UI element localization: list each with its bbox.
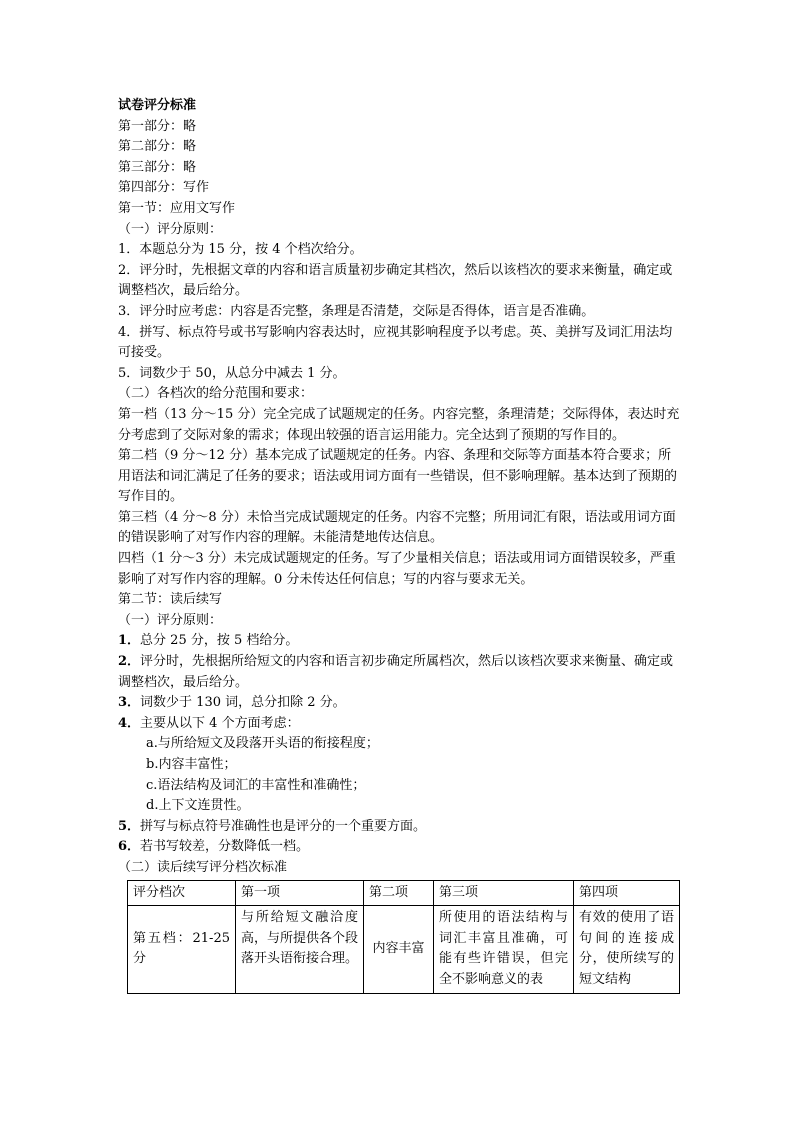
rule-number: 6．: [118, 839, 141, 855]
level-description: 四档（1 分～3 分）未完成试题规定的任务。写了少量相关信息；语法或用词方面错误较多，严重影响了对写作内容的理解。0 分未传达任何信息；写的内容与要求无关。: [118, 551, 676, 587]
rule-item: [118, 631, 683, 652]
rule-item: [118, 693, 683, 714]
table-header-cell: 第二项: [364, 880, 434, 906]
table-header-cell: 第一项: [236, 880, 364, 906]
section-two-title: 第二节：读后续写: [118, 592, 223, 608]
scoring-table: [127, 880, 680, 994]
section-two-principles-title: （一）评分原则：: [118, 612, 223, 628]
table-cell: 第五档：21-25 分: [128, 906, 236, 993]
sub-item: a.与所给短文及段落开头语的衔接程度；: [146, 736, 379, 752]
table-cell: 与所给短文融洽度高，与所提供各个段落开头语衔接合理。: [236, 906, 364, 993]
principle-item: 5．词数少于 50，从总分中减去 1 分。: [118, 365, 346, 381]
part-one: 第一部分：略: [118, 118, 197, 134]
part-four: 第四部分：写作: [118, 180, 210, 196]
level-description: 第一档（13 分～15 分）完全完成了试题规定的任务。内容完整，条理清楚；交际得体，表达时充分考虑到了交际对象的需求；体现出较强的语言运用能力。完全达到了预期的写作目的。: [118, 406, 680, 443]
table-cell: 内容丰富: [364, 906, 434, 993]
rule-text: 拼写与标点符号准确性也是评分的一个重要方面。: [140, 818, 427, 834]
table-header-row: [128, 880, 680, 906]
rule-item: [118, 714, 683, 735]
sub-item: c.语法结构及词汇的丰富性和准确性；: [146, 777, 366, 793]
table-row: [128, 906, 680, 993]
table-cell: 所使用的语法结构与词汇丰富且准确，可能有些许错误，但完全不影响意义的表: [434, 906, 574, 993]
rule-text: 主要从以下 4 个方面考虑：: [140, 715, 300, 731]
sub-item: d.上下文连贯性。: [146, 798, 250, 814]
section-one-principles-title: （一）评分原则：: [118, 221, 223, 237]
table-header-cell: 第四项: [574, 880, 680, 906]
level-description: 第三档（4 分～8 分）未恰当完成试题规定的任务。内容不完整；所用词汇有限，语法或用词方面的错误影响了对写作内容的理解。未能清楚地传达信息。: [118, 509, 676, 546]
table-header-cell: 第三项: [434, 880, 574, 906]
part-two: 第二部分：略: [118, 139, 197, 155]
level-description: 第二档（9 分～12 分）基本完成了试题规定的任务。内容、条理和交际等方面基本符合要求；所用语法和词汇满足了任务的要求；语法或用词方面有一些错误，但不影响理解。基本达到了预期的写作目的。: [118, 448, 678, 505]
rule-text: 词数少于 130 词，总分扣除 2 分。: [140, 695, 346, 711]
table-title: （二）读后续写评分档次标准: [118, 859, 288, 875]
rule-item: [118, 837, 683, 858]
rule-number: 1．: [118, 633, 141, 649]
rule-number: 3．: [118, 695, 141, 711]
part-three: 第三部分：略: [118, 159, 197, 175]
section-one-title: 第一节：应用文写作: [118, 200, 236, 216]
table-cell: 有效的使用了语句间的连接成分，使所续写的短文结构: [574, 906, 680, 993]
rule-item: [118, 817, 683, 838]
sub-item: b.内容丰富性；: [146, 757, 237, 772]
doc-title: 试卷评分标准: [118, 98, 197, 113]
principle-item: 2．评分时，先根据文章的内容和语言质量初步确定其档次，然后以该档次的要求来衡量，确定或调整档次，最后给分。: [118, 262, 673, 299]
principle-item: 1．本题总分为 15 分，按 4 个档次给分。: [118, 242, 363, 258]
rule-number: 2．: [118, 654, 141, 670]
rule-item: [118, 652, 683, 693]
principle-item: 3．评分时应考虑：内容是否完整，条理是否清楚，交际是否得体，语言是否准确。: [118, 303, 595, 319]
rule-text: 评分时，先根据所给短文的内容和语言初步确定所属档次，然后以该档次要求来衡量、确定或调整档次，最后给分。: [118, 654, 674, 690]
rule-text: 若书写较差，分数降低一档。: [140, 839, 310, 855]
principle-item: 4．拼写、标点符号或书写影响内容表达时，应视其影响程度予以考虑。英、美拼写及词汇用法均可接受。: [118, 324, 673, 361]
table-header-cell: 评分档次: [128, 880, 236, 906]
section-one-levels-title: （二）各档次的给分范围和要求：: [118, 386, 314, 402]
rule-number: 4．: [118, 715, 141, 731]
document-body: [118, 96, 683, 994]
rule-number: 5．: [118, 818, 141, 834]
rule-text: 总分 25 分，按 5 档给分。: [140, 633, 299, 649]
